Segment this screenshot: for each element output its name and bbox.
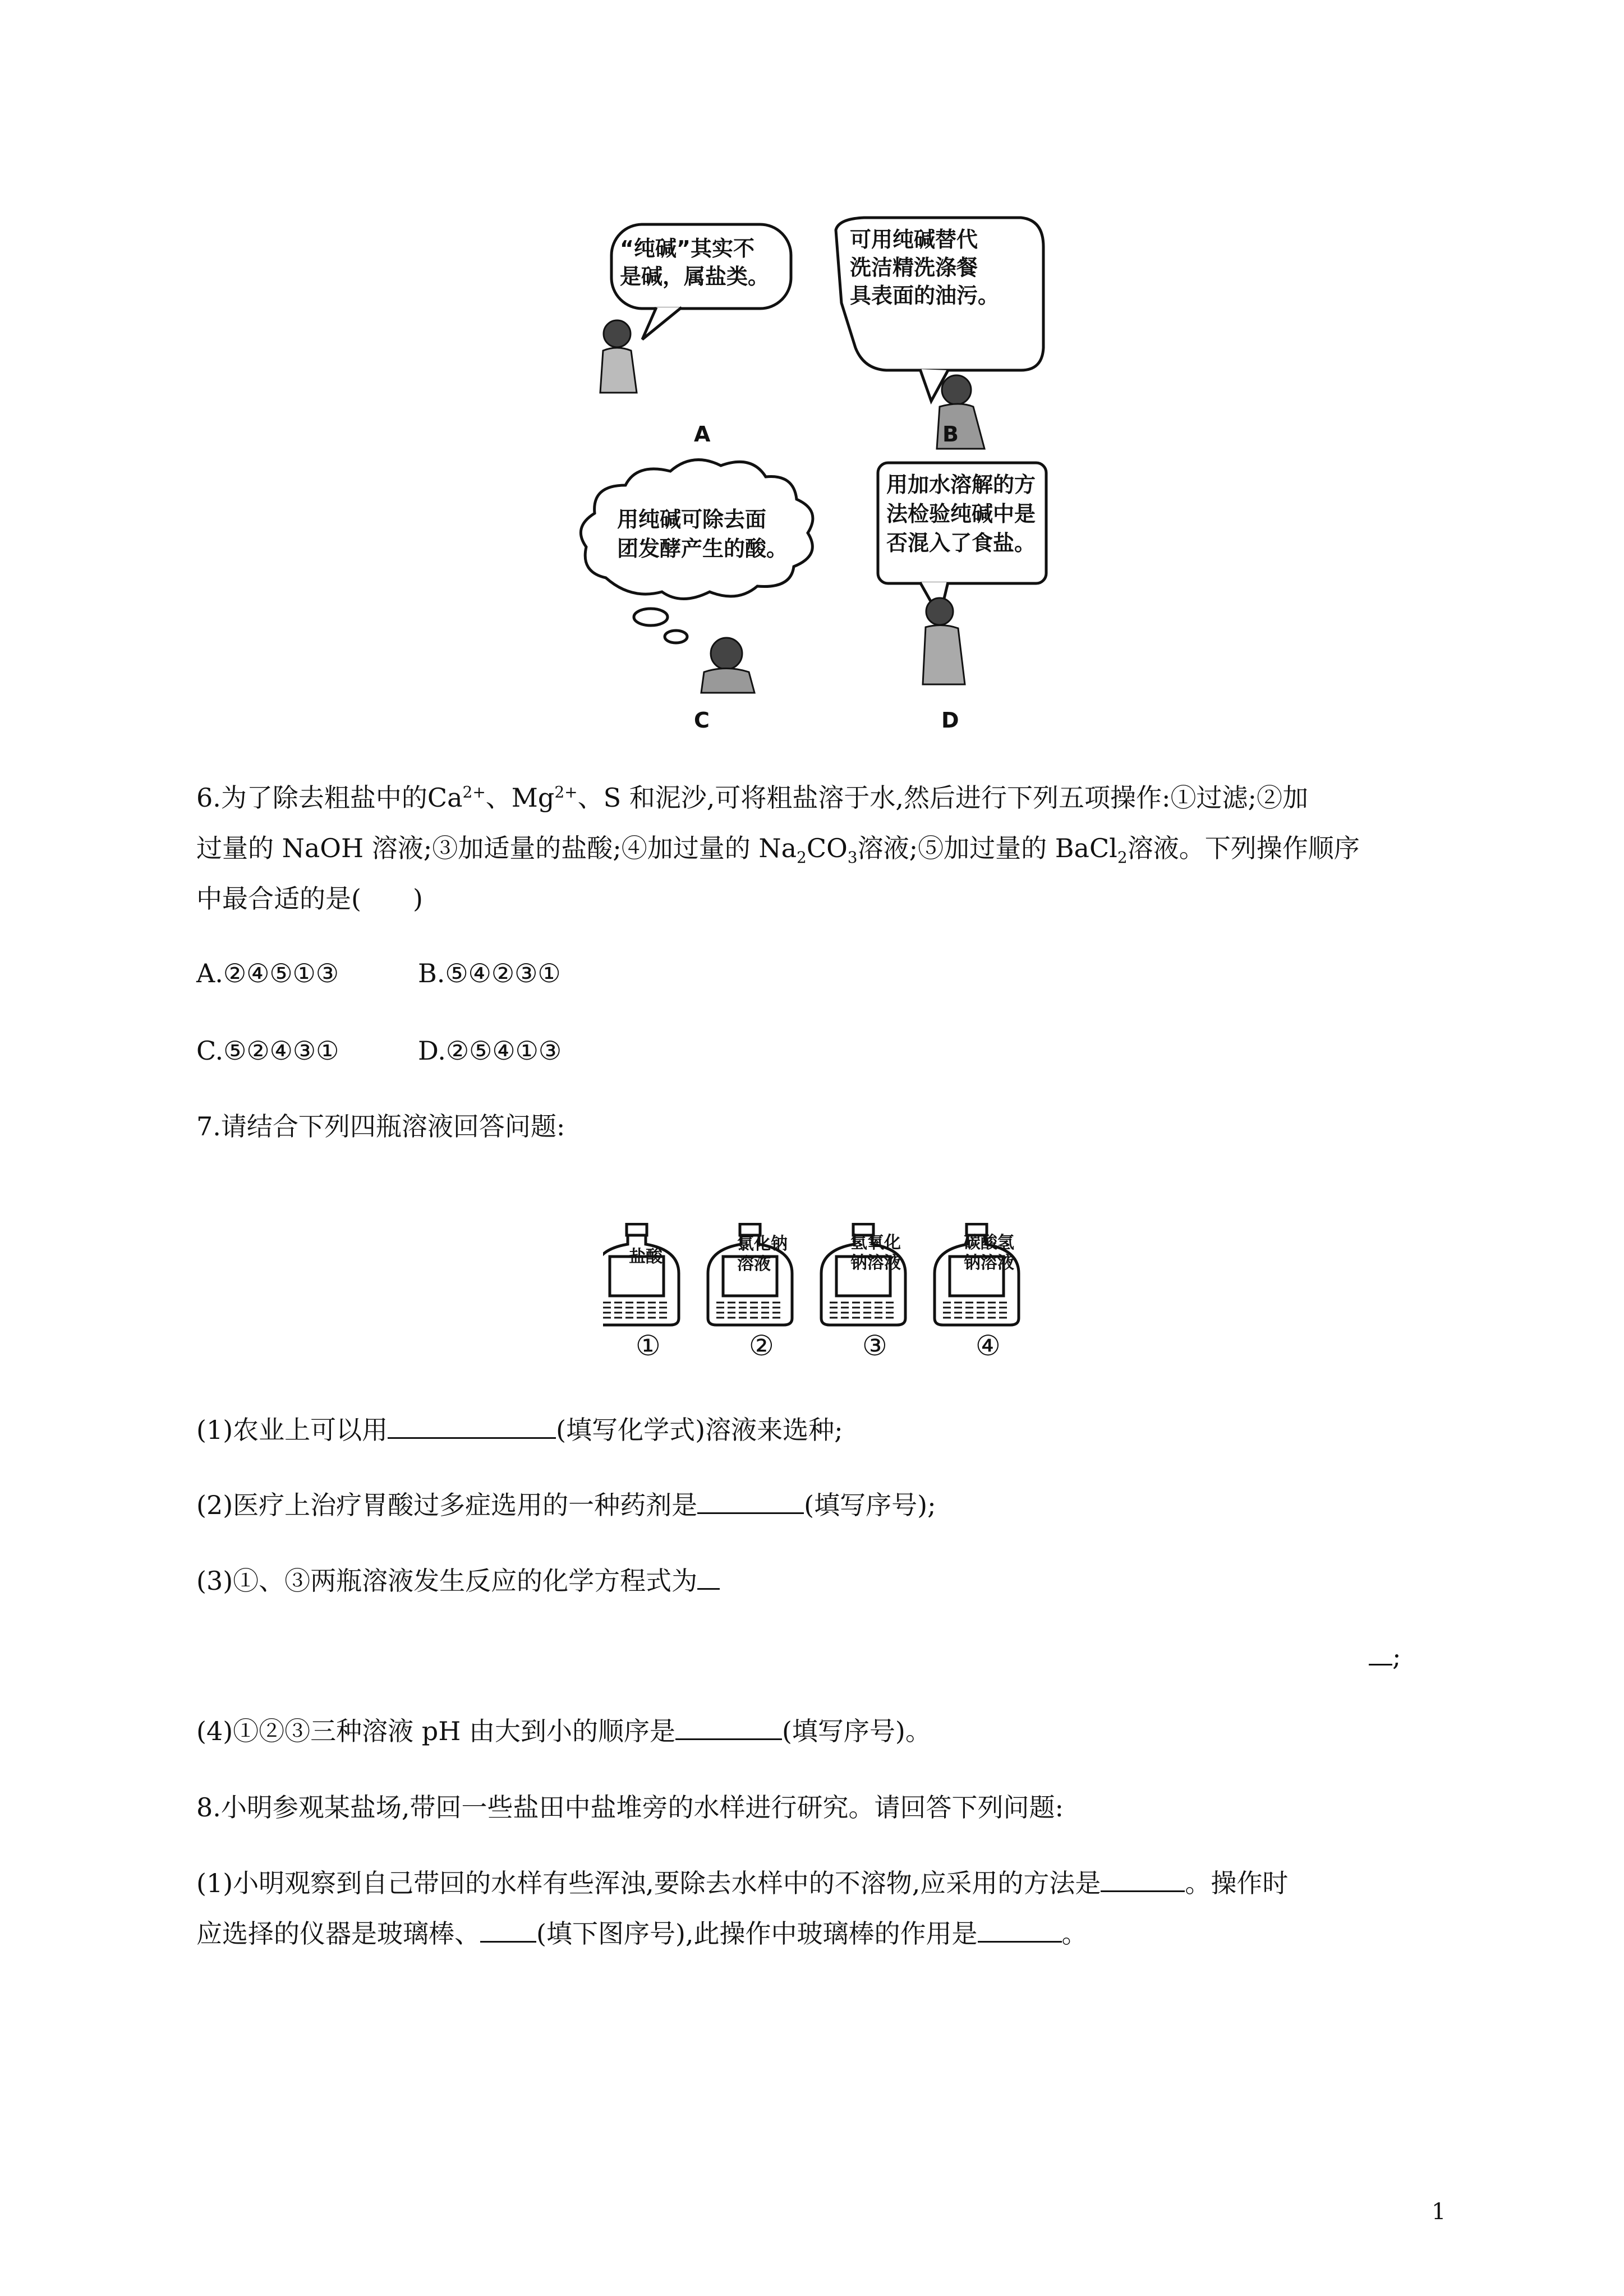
q6-text: 溶液;⑤加过量的 BaCl (857, 833, 1117, 863)
q6-option-a: A.②④⑤①③ (196, 958, 339, 988)
bottle-number-2: ② (749, 1329, 774, 1362)
q6-option-d: D.②⑤④①③ (418, 1036, 562, 1066)
bottle-label-line: 钠溶液 (850, 1253, 901, 1273)
q6-line-1 (196, 781, 1308, 815)
bottle-number-4: ④ (976, 1329, 1001, 1362)
q7-text: (填写序号); (804, 1490, 936, 1520)
q6-option-b: B.⑤④②③① (418, 958, 561, 988)
answer-blank[interactable] (388, 1412, 556, 1439)
q7-text: (填写序号)。 (781, 1716, 931, 1746)
q6-text: 、Mg (485, 783, 555, 813)
q8-text: (填下图序号),此操作中玻璃棒的作用是 (536, 1918, 978, 1949)
bottle-label-line: 溶液 (737, 1254, 771, 1274)
subscript: 2 (1117, 848, 1128, 867)
q7-text: (1)农业上可以用 (196, 1415, 388, 1445)
q7-text: (填写化学式)溶液来选种; (556, 1415, 843, 1445)
bubble-d-line: 用加水溶解的方 (886, 472, 1036, 497)
bottle-cap (627, 1224, 647, 1235)
q7-text: (2)医疗上治疗胃酸过多症选用的一种药剂是 (196, 1490, 698, 1520)
q7-part-4 (196, 1714, 931, 1748)
person-b-head (942, 375, 971, 404)
bottle-label-line: 钠溶液 (964, 1253, 1014, 1273)
q7-part-2 (196, 1488, 936, 1522)
q8-part-1-line-1 (196, 1866, 1288, 1900)
person-c-head (711, 638, 742, 669)
q6-text: 溶液。下列操作顺序 (1127, 833, 1360, 863)
q6-text: CO (806, 833, 848, 863)
answer-blank[interactable] (1369, 1639, 1392, 1665)
q7-text: ; (1392, 1641, 1401, 1672)
bottle-label-line: 氢氧化 (850, 1233, 901, 1253)
mg-charge: 2+ (554, 783, 578, 802)
bottle-cap (740, 1224, 760, 1235)
q8-text: 。 (1061, 1918, 1088, 1949)
answer-blank[interactable] (978, 1916, 1062, 1943)
bubble-text-d (886, 470, 1036, 558)
page-number: 1 (1432, 2199, 1446, 2225)
bubble-b-line: 具表面的油污。 (850, 283, 1000, 308)
q6-option-c: C.⑤②④③① (196, 1036, 339, 1066)
bubble-a-line: “纯碱”其实不 (620, 236, 755, 261)
bubble-d-line: 否混入了食盐。 (886, 531, 1036, 555)
subscript: 2 (797, 848, 807, 867)
bottle-label-4 (964, 1233, 1014, 1273)
bubble-text-b (850, 226, 999, 310)
q6-line-2 (196, 831, 1360, 865)
q6-text: 、S 和泥沙,可将粗盐溶于水,然后进行下列五项操作:①过滤;②加 (577, 783, 1308, 813)
q7-part-3-end (1369, 1639, 1401, 1673)
bottle-label-3 (850, 1233, 901, 1273)
bubble-d-line: 法检验纯碱中是 (886, 501, 1036, 526)
q7-part-1 (196, 1412, 843, 1447)
bottle-label-line: 盐酸 (629, 1247, 663, 1267)
ca-charge: 2+ (462, 783, 486, 802)
q8-title: 8.小明参观某盐场,带回一些盐田中盐堆旁的水样进行研究。请回答下列问题: (196, 1792, 1064, 1823)
panel-label-d: D (941, 708, 959, 733)
bubble-b-line: 洗洁精洗涤餐 (850, 255, 978, 280)
bottle-label-line: 氯化钠 (737, 1234, 788, 1254)
answer-blank[interactable] (480, 1916, 536, 1943)
bottle-number-1: ① (636, 1329, 661, 1362)
bubble-text-c (617, 505, 788, 563)
panel-label-b: B (942, 422, 959, 447)
answer-blank[interactable] (697, 1563, 720, 1590)
person-a-head (604, 320, 631, 347)
q8-text: 应选择的仪器是玻璃棒、 (196, 1918, 480, 1949)
q6-text: 过量的 NaOH 溶液;③加适量的盐酸;④加过量的 Na (196, 833, 797, 863)
bottle-label-1 (629, 1243, 663, 1267)
subscript: 3 (847, 848, 858, 867)
q8-text: 。操作时 (1185, 1868, 1289, 1898)
q6-text: 6.为了除去粗盐中的Ca (196, 783, 463, 813)
q7-text: (4)①②③三种溶液 pH 由大到小的顺序是 (196, 1716, 675, 1746)
bottle-label-2 (737, 1234, 788, 1274)
bubble-b-line: 可用纯碱替代 (850, 227, 978, 252)
q7-text: (3)①、③两瓶溶液发生反应的化学方程式为 (196, 1566, 698, 1596)
person-d-head (926, 598, 953, 625)
bubble-a-line: 是碱，属盐类。 (620, 264, 770, 289)
panel-label-a: A (694, 422, 711, 447)
q6-line-3: 中最合适的是( ) (196, 884, 423, 914)
q8-text: (1)小明观察到自己带回的水样有些浑浊,要除去水样中的不溶物,应采用的方法是 (196, 1868, 1101, 1898)
bottle-number-3: ③ (862, 1329, 887, 1362)
bubble-c-line: 团发酵产生的酸。 (617, 536, 788, 561)
panel-label-c: C (694, 708, 710, 733)
answer-blank[interactable] (675, 1714, 782, 1740)
bottle-label-line: 碳酸氢 (964, 1233, 1014, 1253)
bubble-c-line: 用纯碱可除去面 (617, 507, 767, 532)
q7-title: 7.请结合下列四瓶溶液回答问题: (196, 1111, 565, 1142)
answer-blank[interactable] (697, 1488, 804, 1514)
bubble-text-a (620, 234, 769, 291)
answer-blank[interactable] (1101, 1866, 1185, 1892)
q7-part-3 (196, 1563, 720, 1598)
q8-part-1-line-2 (196, 1916, 1088, 1950)
